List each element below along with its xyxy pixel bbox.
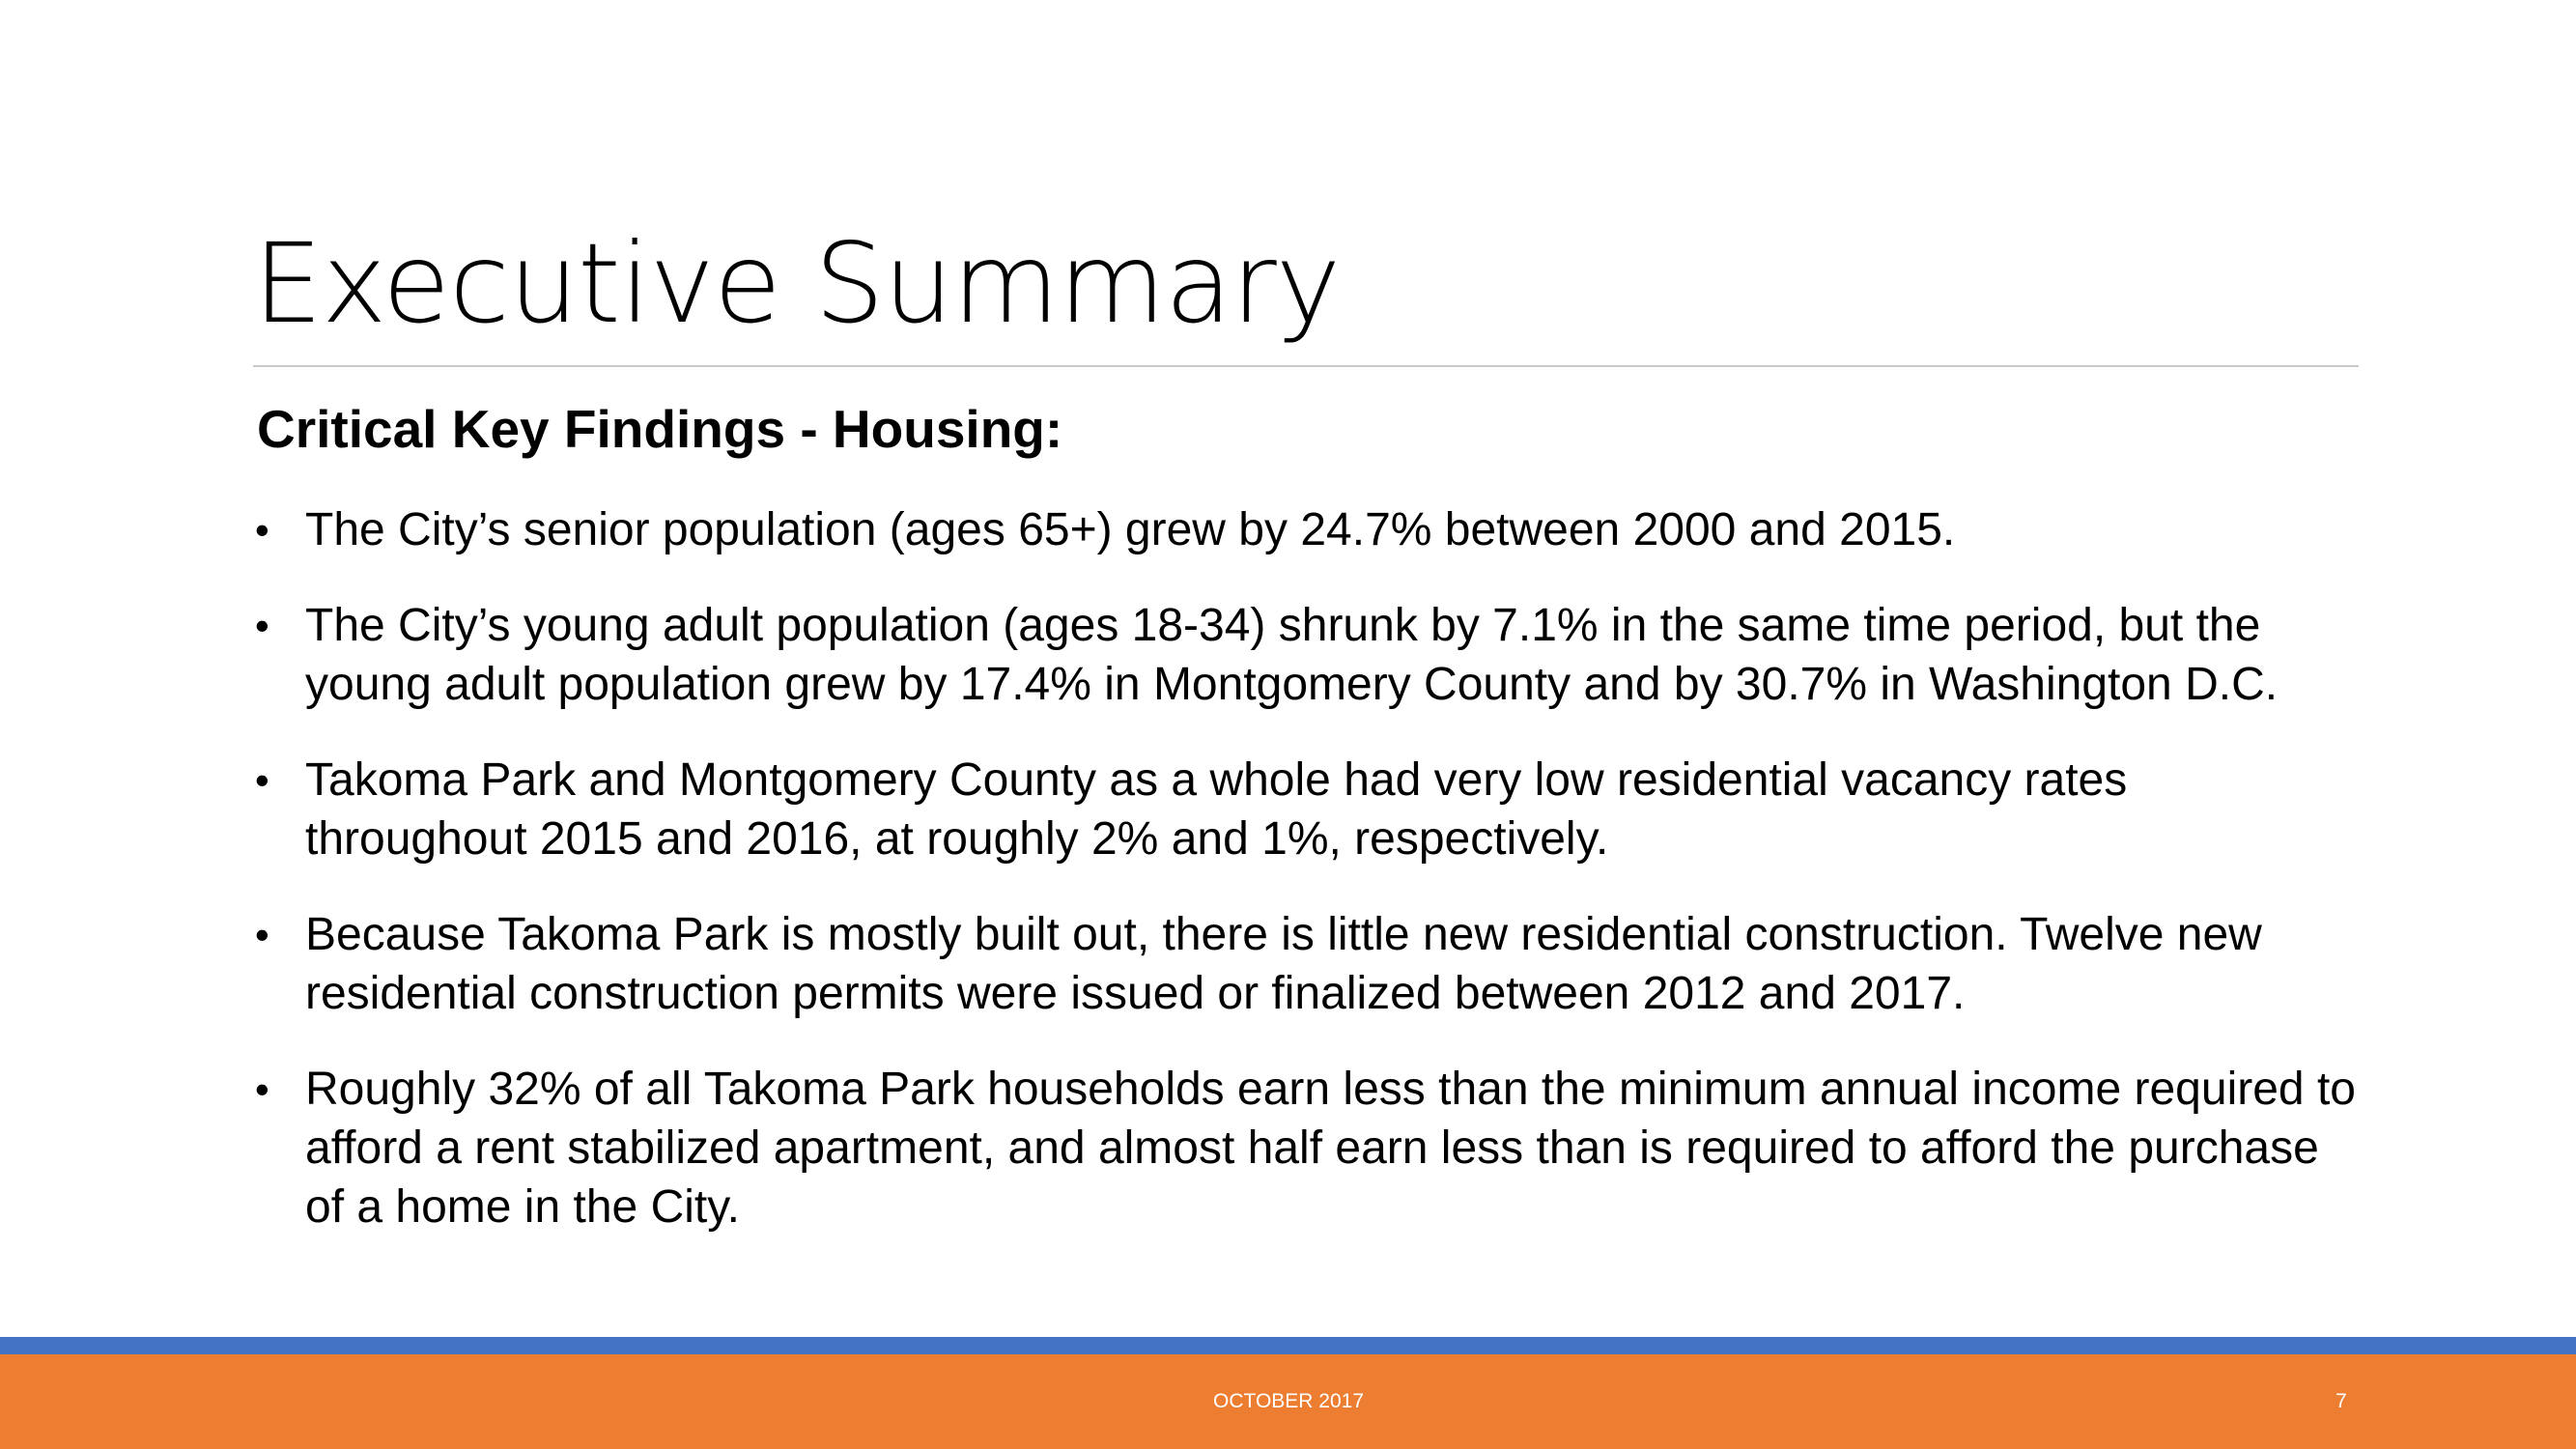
bullet-icon: • xyxy=(255,1066,269,1112)
finding-item xyxy=(255,751,2361,868)
finding-item xyxy=(255,1060,2361,1236)
title-divider xyxy=(253,365,2359,367)
footer-date: OCTOBER 2017 xyxy=(1213,1390,1365,1412)
bullet-icon: • xyxy=(255,912,269,957)
footer-accent-bar xyxy=(0,1337,2576,1354)
finding-text: The City’s senior population (ages 65+) grew by 24.7% between 2000 and 2015. xyxy=(305,504,1956,555)
bullet-icon: • xyxy=(255,757,269,803)
section-heading: Critical Key Findings - Housing: xyxy=(257,399,1063,459)
finding-item xyxy=(255,596,2361,714)
bullet-icon: • xyxy=(255,603,269,648)
finding-item xyxy=(255,500,2361,559)
bullet-icon: • xyxy=(255,507,269,553)
finding-item xyxy=(255,905,2361,1023)
findings-list xyxy=(255,500,2361,1273)
finding-text: Roughly 32% of all Takoma Park households earn less than the minimum annual income required to afford a rent stabilized apartment, and almost half earn less than is required to afford the purchase of a home in the City. xyxy=(305,1064,2356,1233)
slide-title: Executive Summary xyxy=(253,219,1341,348)
page-number: 7 xyxy=(2335,1390,2347,1412)
finding-text: Takoma Park and Montgomery County as a whole had very low residential vacancy rates throughout 2015 and 2016, at roughly 2% and 1%, respectively. xyxy=(305,754,2128,865)
finding-text: Because Takoma Park is mostly built out, there is little new residential construction. Twelve new residential construction permits were issued or finalized between 2012 and 2017. xyxy=(305,909,2262,1019)
finding-text: The City’s young adult population (ages 18-34) shrunk by 7.1% in the same time period, but the young adult population grew by 17.4% in Montgomery County and by 30.7% in Washington D.C. xyxy=(305,600,2279,710)
